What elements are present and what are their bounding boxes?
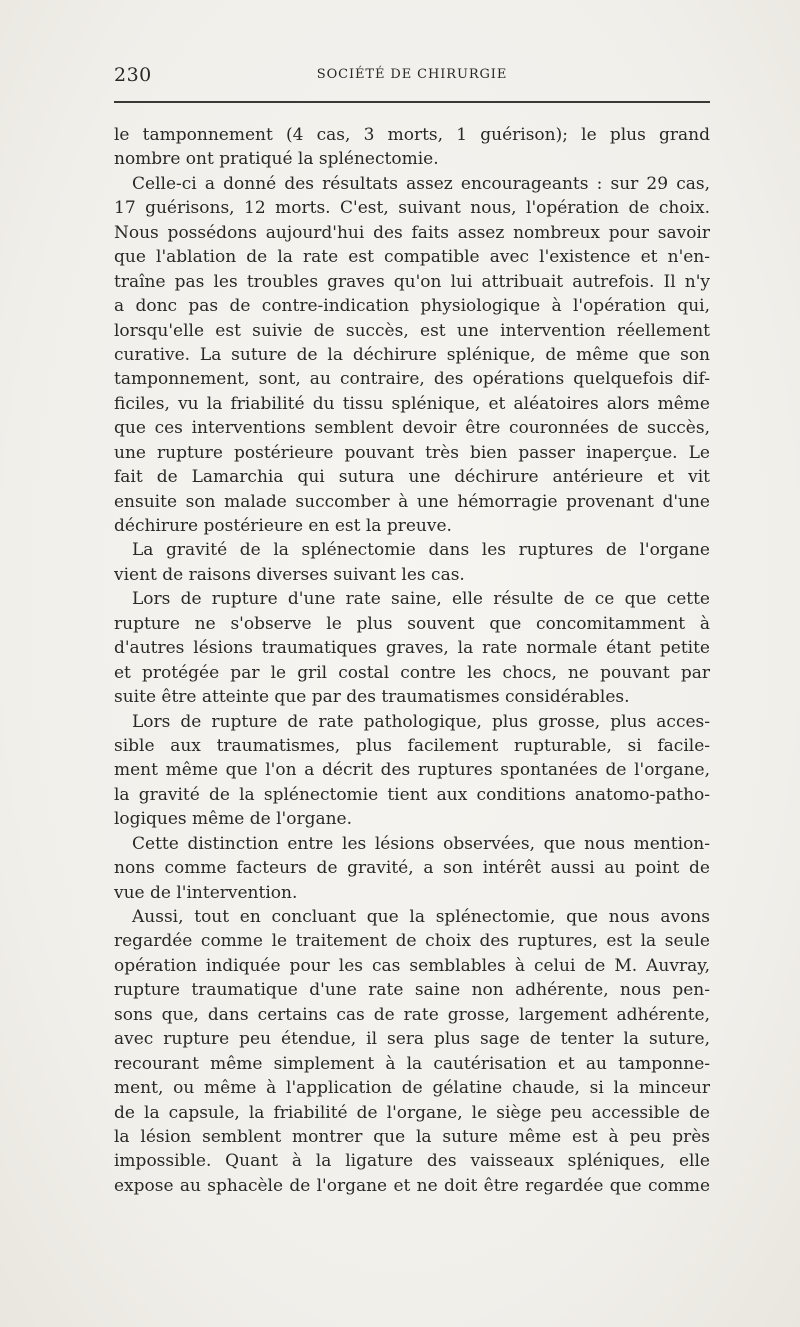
text-line: Nous possédons aujourd'hui des faits assez nombreux pour savoir xyxy=(114,222,710,243)
text-line: rupture ne s'observe le plus souvent que concomitamment à xyxy=(114,613,710,634)
text-line: sible aux traumatismes, plus facilement rupturable, si facile- xyxy=(114,735,710,756)
text-line: nombre ont pratiqué la splénectomie. xyxy=(114,149,439,170)
text-line: Lors de rupture de rate pathologique, plus grosse, plus acces- xyxy=(132,711,710,732)
text-line: et protégée par le gril costal contre les chocs, ne pouvant par xyxy=(114,662,710,683)
header-rule xyxy=(114,101,710,103)
text-line: 17 guérisons, 12 morts. C'est, suivant nous, l'opération de choix. xyxy=(114,198,710,219)
text-line: ensuite son malade succomber à une hémorragie provenant d'une xyxy=(114,491,710,512)
text-line: suite être atteinte que par des traumatismes considérables. xyxy=(114,687,630,708)
text-line: de la capsule, la friabilité de l'organe, le siège peu accessible de xyxy=(114,1102,710,1123)
text-line: Cette distinction entre les lésions observées, que nous mention- xyxy=(132,833,710,854)
text-line: rupture traumatique d'une rate saine non adhérente, nous pen- xyxy=(114,980,710,1001)
text-line: vue de l'intervention. xyxy=(114,882,298,903)
text-line: a donc pas de contre-indication physiologique à l'opération qui, xyxy=(114,296,710,317)
text-line: curative. La suture de la déchirure splénique, de même que son xyxy=(114,344,710,365)
text-line: lorsqu'elle est suivie de succès, est une intervention réellement xyxy=(114,320,710,341)
text-line: fait de Lamarchia qui sutura une déchirure antérieure et vit xyxy=(114,467,710,488)
text-line: la lésion semblent montrer que la suture même est à peu près xyxy=(114,1126,710,1147)
text-line: d'autres lésions traumatiques graves, la rate normale étant petite xyxy=(114,638,710,659)
text-line: tamponnement, sont, au contraire, des opérations quelquefois dif- xyxy=(114,369,710,390)
text-line: expose au sphacèle de l'organe et ne doit être regardée que comme xyxy=(114,1175,710,1196)
page-header xyxy=(114,64,710,88)
text-line: logiques même de l'organe. xyxy=(114,809,353,830)
running-title: SOCIÉTÉ DE CHIRURGIE xyxy=(316,67,508,82)
text-line: ment, ou même à l'application de gélatine chaude, si la minceur xyxy=(114,1078,710,1099)
text-line: Aussi, tout en concluant que la splénectomie, que nous avons xyxy=(132,907,710,927)
text-line: recourant même simplement à la cautérisation et au tamponne- xyxy=(114,1053,710,1074)
text-line: ment même que l'on a décrit des ruptures spontanées de l'organe, xyxy=(114,760,710,781)
text-line: déchirure postérieure en est la preuve. xyxy=(114,516,452,536)
text-line: Lors de rupture d'une rate saine, elle résulte de ce que cette xyxy=(132,589,710,610)
text-line: nons comme facteurs de gravité, a son intérêt aussi au point de xyxy=(114,858,710,879)
text-line: une rupture postérieure pouvant très bien passer inaperçue. Le xyxy=(114,442,710,463)
text-line: que ces interventions semblent devoir être couronnées de succès, xyxy=(114,418,710,439)
text-line: La gravité de la splénectomie dans les ruptures de l'organe xyxy=(132,540,710,561)
text-line: impossible. Quant à la ligature des vaisseaux spléniques, elle xyxy=(114,1151,710,1172)
text-line: vient de raisons diverses suivant les cas. xyxy=(114,564,465,585)
text-line: le tamponnement (4 cas, 3 morts, 1 guérison); le plus grand xyxy=(114,125,710,145)
text-line: avec rupture peu étendue, il sera plus sage de tenter la suture, xyxy=(114,1029,710,1050)
body-text xyxy=(114,123,710,1198)
text-line: regardée comme le traitement de choix des ruptures, est la seule xyxy=(114,931,710,952)
text-line: opération indiquée pour les cas semblables à celui de M. Auvray, xyxy=(114,955,710,976)
text-line: Celle-ci a donné des résultats assez encourageants : sur 29 cas, xyxy=(132,173,710,194)
page-number: 230 xyxy=(114,64,152,86)
text-line: traîne pas les troubles graves qu'on lui attribuait autrefois. Il n'y xyxy=(114,271,710,292)
text-line: la gravité de la splénectomie tient aux conditions anatomo-patho- xyxy=(114,784,710,805)
text-line: ficiles, vu la friabilité du tissu splénique, et aléatoires alors même xyxy=(114,393,710,414)
text-line: que l'ablation de la rate est compatible avec l'existence et n'en- xyxy=(114,247,710,268)
text-line: sons que, dans certains cas de rate grosse, largement adhérente, xyxy=(114,1004,710,1025)
